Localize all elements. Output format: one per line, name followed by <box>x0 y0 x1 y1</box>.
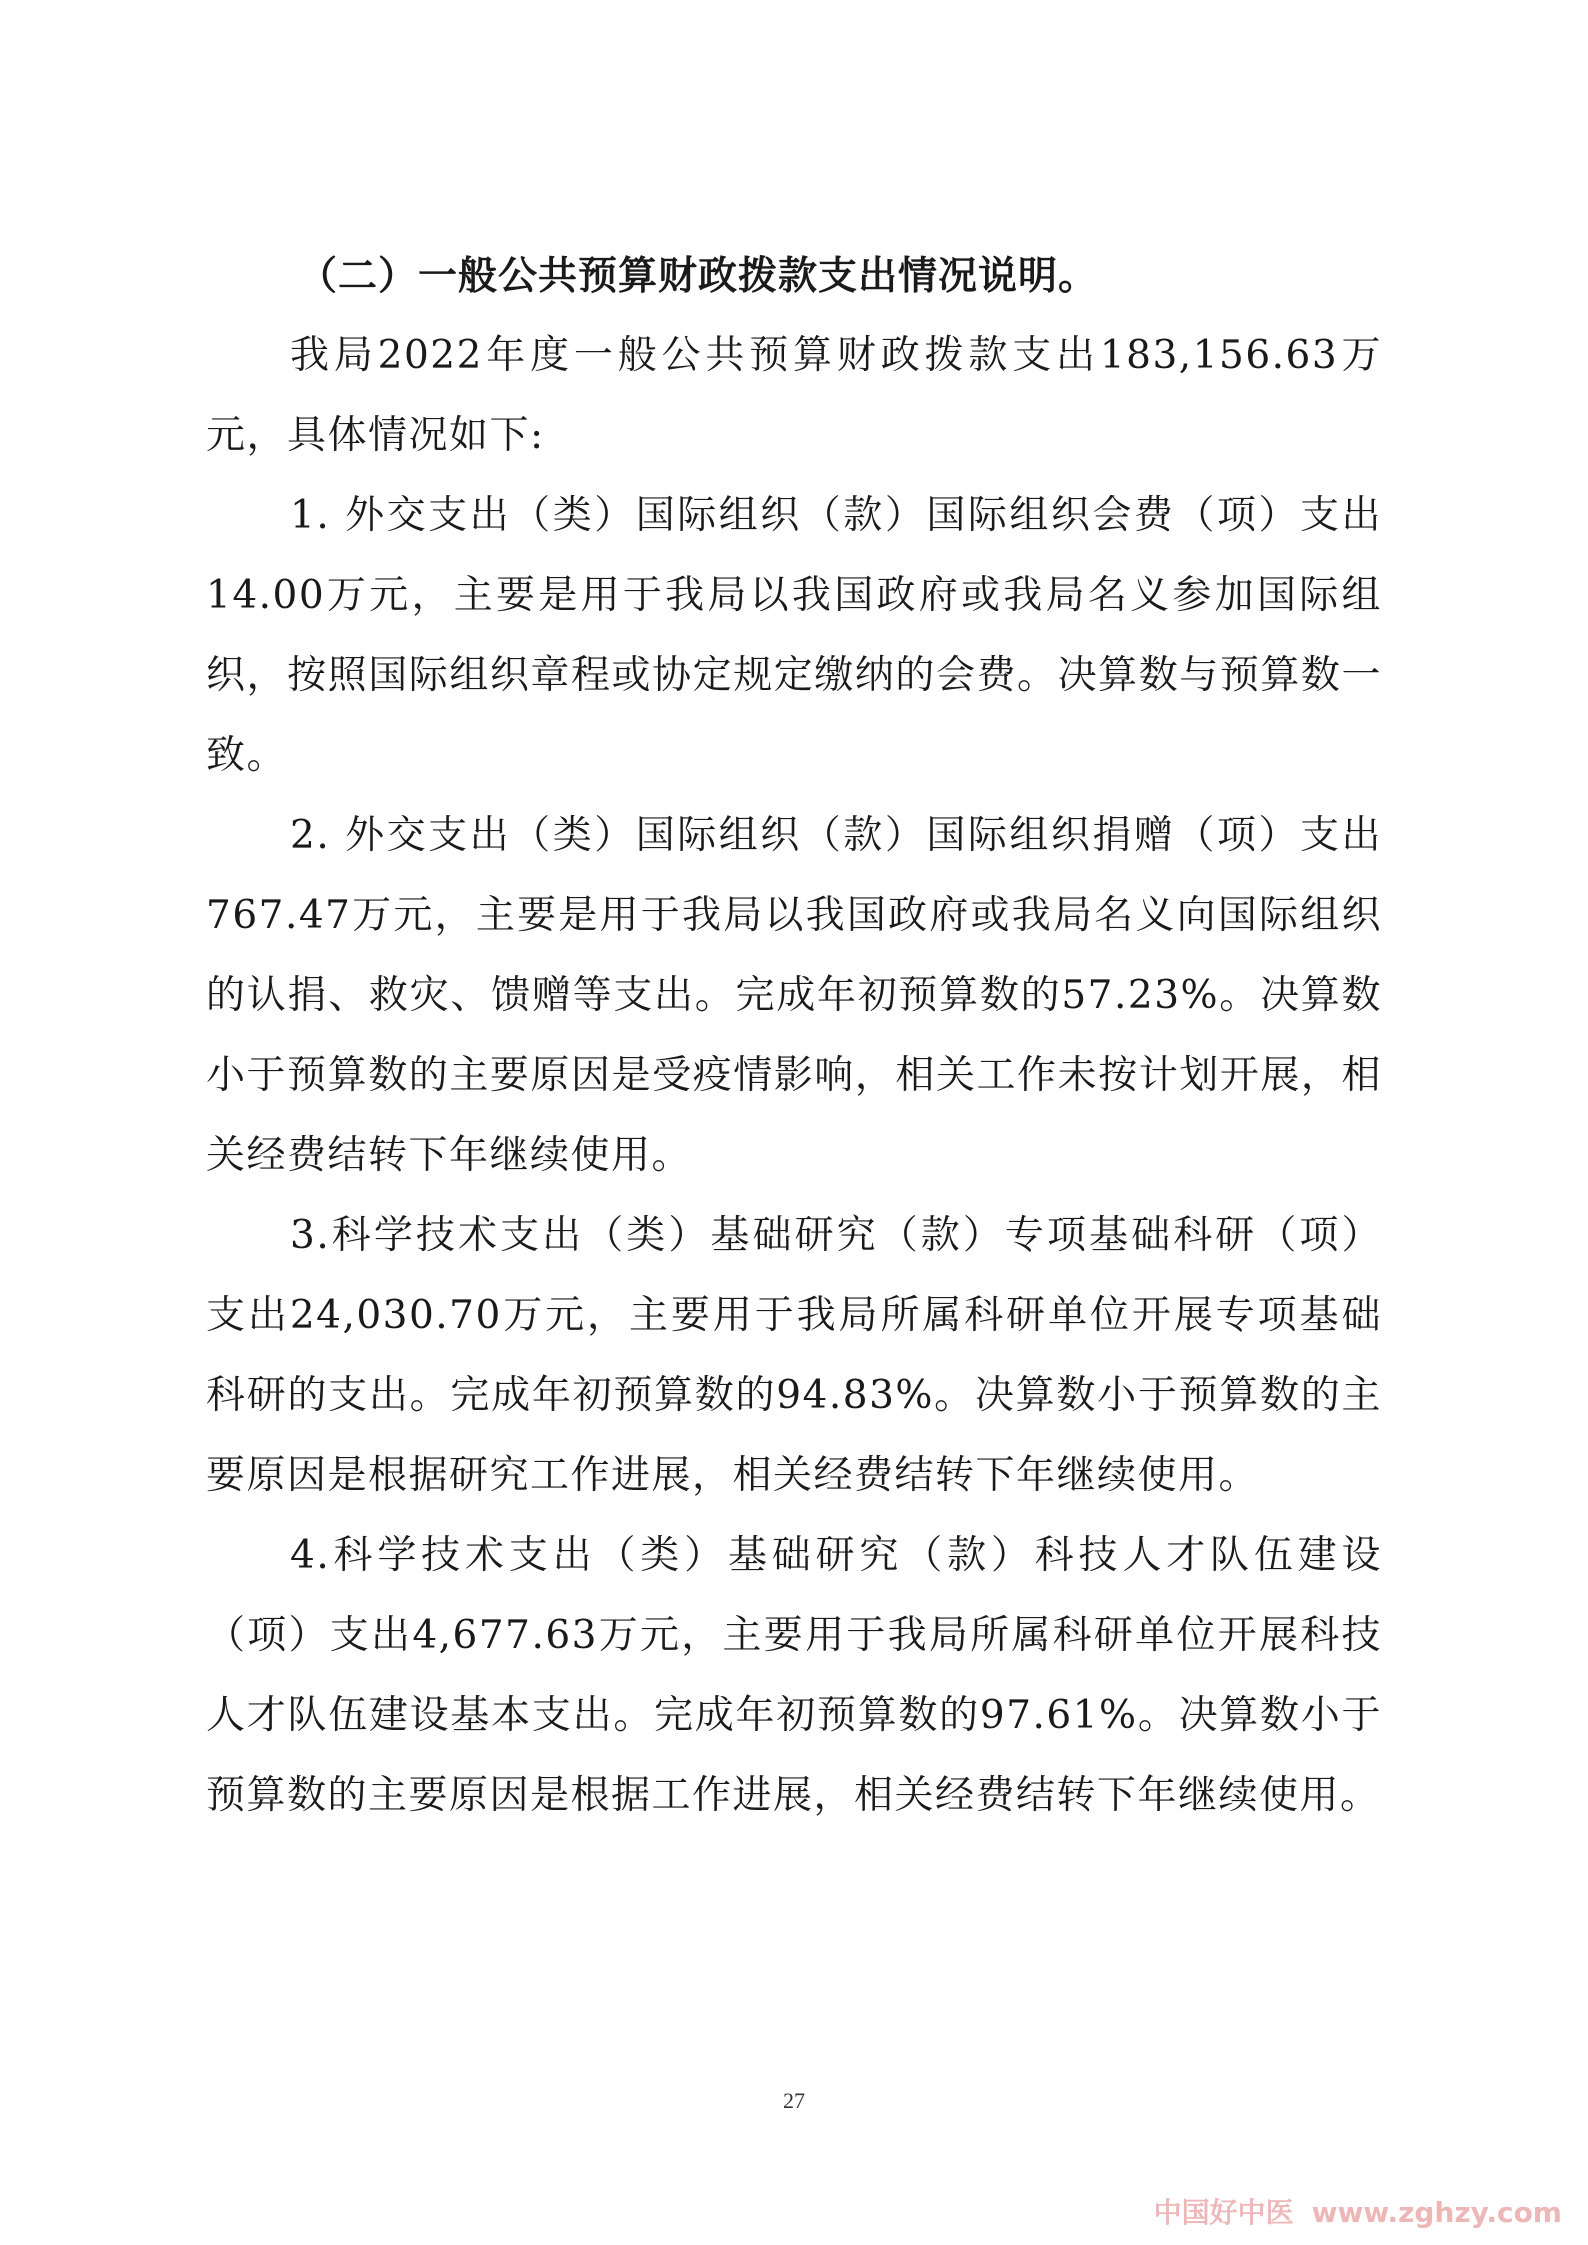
item-2-paragraph: 2. 外交支出（类）国际组织（款）国际组织捐赠（项）支出767.47万元，主要是用于我局以我国政府或我局名义向国际组织的认捐、救灾、馈赠等支出。完成年初预算数的57.23%。决算数小于预算数的主要原因是受疫情影响，相关工作未按计划开展，相关经费结转下年继续使用。 <box>206 813 1382 1178</box>
item-1-paragraph: 1. 外交支出（类）国际组织（款）国际组织会费（项）支出14.00万元，主要是用于我局以我国政府或我局名义参加国际组织，按照国际组织章程或协定规定缴纳的会费。决算数与预算数一致。 <box>206 493 1382 778</box>
document-body <box>206 236 1382 1836</box>
section-heading: （二）一般公共预算财政拨款支出情况说明。 <box>298 253 1099 299</box>
watermark-site-name: 中国好中医 <box>1153 2196 1294 2229</box>
watermark-url: www.zghzy.com <box>1311 2196 1562 2229</box>
item-4-paragraph: 4.科学技术支出（类）基础研究（款）科技人才队伍建设（项）支出4,677.63万元，主要用于我局所属科研单位开展科技人才队伍建设基本支出。完成年初预算数的97.61%。决算数小于预算数的主要原因是根据工作进展，相关经费结转下年继续使用。 <box>206 1533 1382 1818</box>
intro-paragraph: 我局2022年度一般公共预算财政拨款支出183,156.63万元，具体情况如下: <box>206 333 1382 458</box>
page-number: 27 <box>783 2088 805 2113</box>
item-3-paragraph: 3.科学技术支出（类）基础研究（款）专项基础科研（项）支出24,030.70万元，主要用于我局所属科研单位开展专项基础科研的支出。完成年初预算数的94.83%。决算数小于预算数的主要原因是根据研究工作进展，相关经费结转下年继续使用。 <box>206 1213 1382 1498</box>
site-watermark <box>1154 2191 1562 2231</box>
